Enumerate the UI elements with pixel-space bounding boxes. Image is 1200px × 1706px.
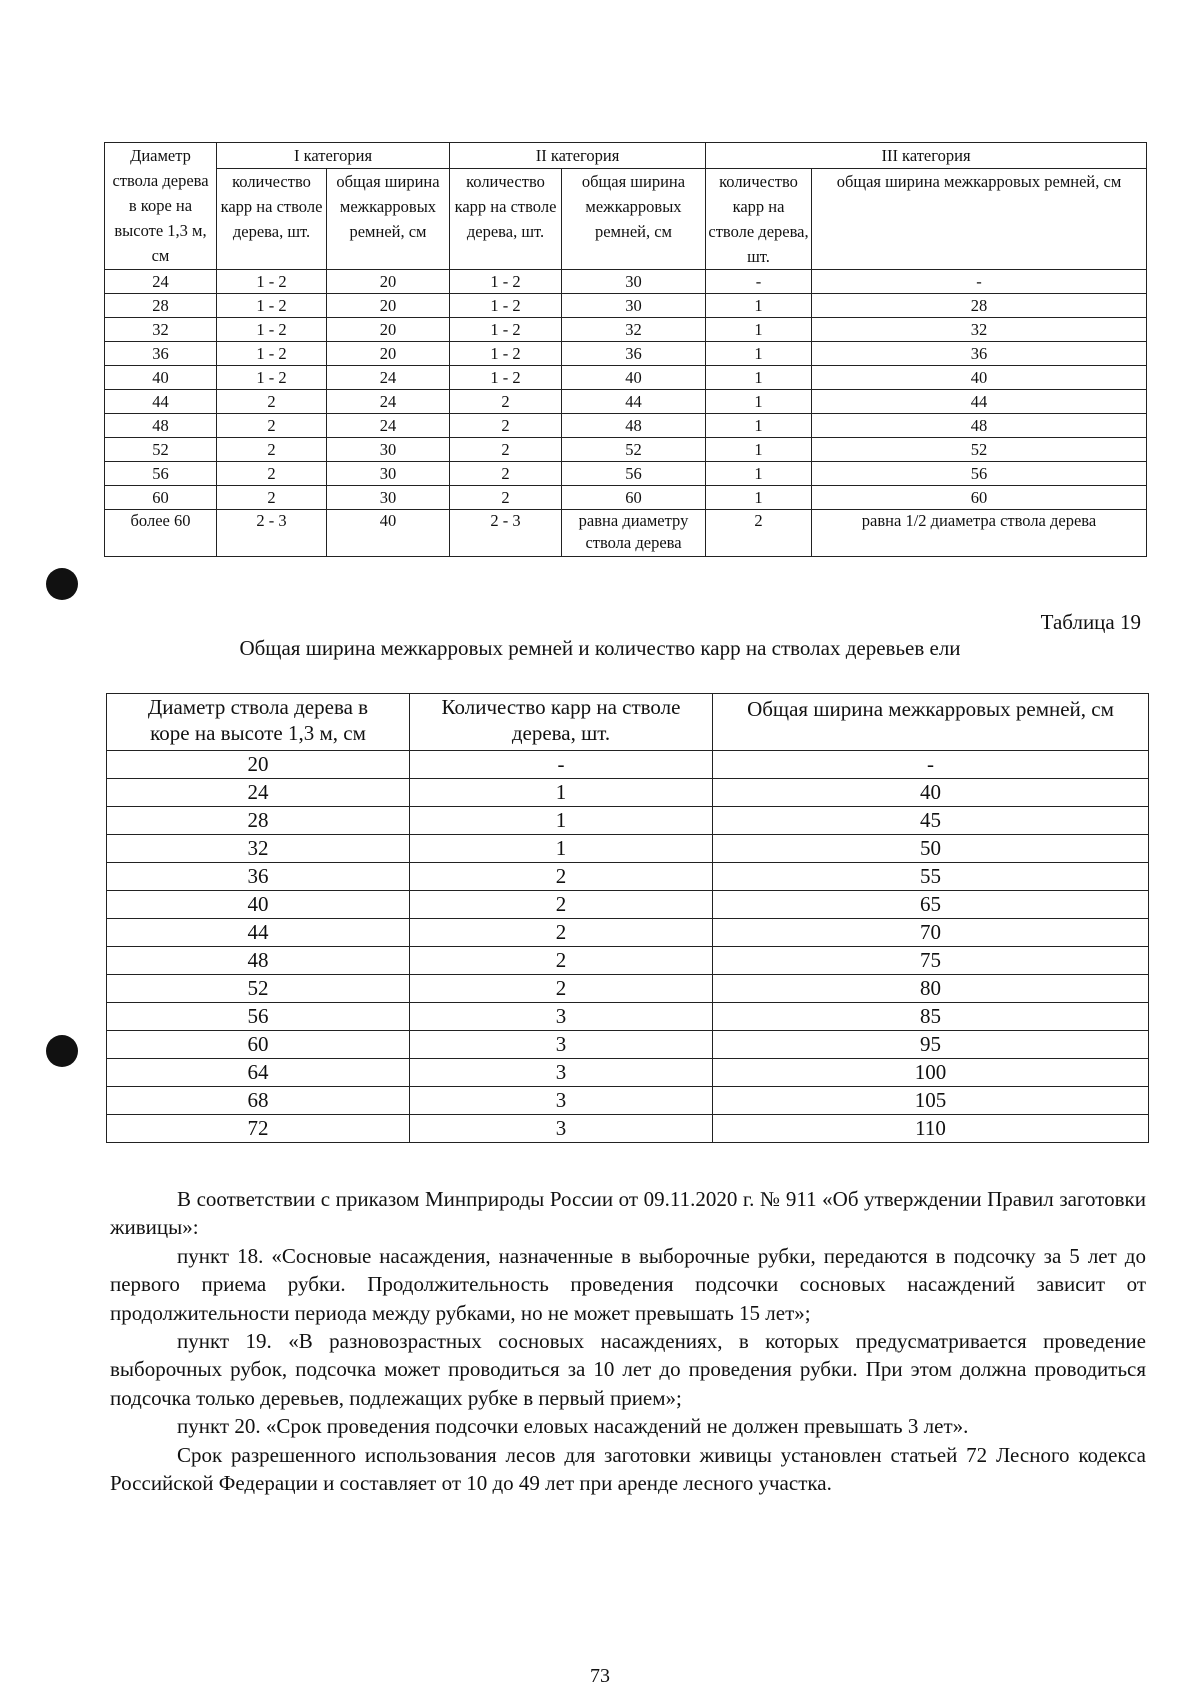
- table-cell: 20: [107, 751, 410, 779]
- table-cell: 1 - 2: [217, 342, 327, 366]
- table-cell: 40: [107, 891, 410, 919]
- sub-header: общая ширина межкарровых ремней, см: [327, 169, 450, 270]
- table-cell: 64: [107, 1059, 410, 1087]
- table-cell: 2: [450, 486, 562, 510]
- table-cell: 52: [562, 438, 706, 462]
- table-cell: 2: [450, 462, 562, 486]
- table-cell: 75: [713, 947, 1149, 975]
- table-cell: 40: [105, 366, 217, 390]
- table-cell: 100: [713, 1059, 1149, 1087]
- table-cell: 28: [107, 807, 410, 835]
- table-cell: 1: [706, 438, 812, 462]
- table-cell: 20: [327, 342, 450, 366]
- table-cell: 2 - 3: [450, 510, 562, 557]
- category-3-header: III категория: [706, 143, 1147, 169]
- table-cell: 36: [562, 342, 706, 366]
- table-cell: 1: [706, 342, 812, 366]
- table-row: [107, 1031, 1149, 1059]
- sub-header: количество карр на стволе дерева, шт.: [217, 169, 327, 270]
- table-cell: 30: [562, 270, 706, 294]
- table-cell: 1 - 2: [450, 270, 562, 294]
- table-row: [105, 390, 1147, 414]
- table-cell: 20: [327, 318, 450, 342]
- table-cell: 30: [562, 294, 706, 318]
- table-cell: 30: [327, 486, 450, 510]
- table-cell: 40: [713, 779, 1149, 807]
- table-row: [107, 891, 1149, 919]
- table-cell: 95: [713, 1031, 1149, 1059]
- table-row: [105, 462, 1147, 486]
- table-cell: 52: [105, 438, 217, 462]
- paragraph: Срок разрешенного использования лесов для заготовки живицы установлен статьей 72 Лесного кодекса Российской Федерации и составляет от 10 до 49 лет при аренде лесного участка.: [110, 1442, 1146, 1496]
- table-row: [105, 438, 1147, 462]
- table-row: [107, 947, 1149, 975]
- table-cell: 2: [217, 390, 327, 414]
- table-row: [105, 270, 1147, 294]
- table-cell: 1 - 2: [217, 318, 327, 342]
- table-cell: 44: [105, 390, 217, 414]
- table-cell: 1: [706, 366, 812, 390]
- table-cell: 1 - 2: [217, 366, 327, 390]
- table-cell: равна диаметру ствола дерева: [562, 510, 706, 557]
- table-cell: 2: [450, 414, 562, 438]
- table-cell: 56: [812, 462, 1147, 486]
- table-cell: -: [706, 270, 812, 294]
- table-cell: 55: [713, 863, 1149, 891]
- table-cell: 56: [107, 1003, 410, 1031]
- paragraph: пункт 20. «Срок проведения подсочки еловых насаждений не должен превышать 3 лет».: [177, 1414, 969, 1439]
- table-cell: 24: [327, 390, 450, 414]
- category-2-header: II категория: [450, 143, 706, 169]
- table-row: [107, 779, 1149, 807]
- table-cell: 1: [706, 486, 812, 510]
- table-row: [105, 342, 1147, 366]
- table-cell: 1: [706, 390, 812, 414]
- table-cell: 2: [410, 975, 713, 1003]
- table-cell: 2: [217, 438, 327, 462]
- table-row: [105, 414, 1147, 438]
- table-cell: -: [410, 751, 713, 779]
- table-cell: 1: [410, 807, 713, 835]
- table-cell: 85: [713, 1003, 1149, 1031]
- table-cell: 56: [105, 462, 217, 486]
- table-cell: 52: [812, 438, 1147, 462]
- table-cell: 2: [450, 438, 562, 462]
- binder-hole-top: [46, 568, 78, 600]
- table-cell: 1: [706, 294, 812, 318]
- table-cell: 48: [812, 414, 1147, 438]
- table-cell: 60: [105, 486, 217, 510]
- spruce-resin-table: [106, 693, 1149, 1143]
- table-cell: 40: [562, 366, 706, 390]
- table-cell: 2: [410, 891, 713, 919]
- table-cell: 44: [107, 919, 410, 947]
- table-cell: 60: [812, 486, 1147, 510]
- table-cell: 30: [327, 462, 450, 486]
- table-cell: -: [713, 751, 1149, 779]
- table-cell: 2: [410, 919, 713, 947]
- table-row: [105, 318, 1147, 342]
- table-cell: 1: [706, 414, 812, 438]
- table-cell: 30: [327, 438, 450, 462]
- table-cell: 3: [410, 1059, 713, 1087]
- sub-header: количество карр на стволе дерева, шт.: [706, 169, 812, 270]
- pine-resin-table: [104, 142, 1147, 557]
- table-row: [105, 510, 1147, 557]
- table-cell: 24: [107, 779, 410, 807]
- table-cell: 1 - 2: [217, 270, 327, 294]
- table-cell: 32: [562, 318, 706, 342]
- table-cell: 48: [562, 414, 706, 438]
- table-cell: 60: [562, 486, 706, 510]
- binder-hole-bottom: [46, 1035, 78, 1067]
- table-cell: 2: [410, 947, 713, 975]
- table-cell: 36: [107, 863, 410, 891]
- diameter-header: Диаметр ствола дерева в коре на высоте 1,3 м, см: [105, 143, 217, 270]
- table-cell: 1 - 2: [217, 294, 327, 318]
- table-cell: 1 - 2: [450, 318, 562, 342]
- count-header: Количество карр на стволе дерева, шт.: [410, 694, 713, 751]
- table-cell: 110: [713, 1115, 1149, 1143]
- table-cell: 50: [713, 835, 1149, 863]
- table-cell: 36: [812, 342, 1147, 366]
- table-cell: 2 - 3: [217, 510, 327, 557]
- table-cell: 3: [410, 1003, 713, 1031]
- table-cell: 72: [107, 1115, 410, 1143]
- table-cell: 70: [713, 919, 1149, 947]
- table-row: [107, 1003, 1149, 1031]
- table-cell: равна 1/2 диаметра ствола дерева: [812, 510, 1147, 557]
- table-cell: 24: [327, 414, 450, 438]
- table-cell: 68: [107, 1087, 410, 1115]
- table-row: [107, 1115, 1149, 1143]
- table-cell: 28: [812, 294, 1147, 318]
- table-cell: 3: [410, 1115, 713, 1143]
- table-title: Общая ширина межкарровых ремней и количество карр на стволах деревьев ели: [239, 636, 961, 660]
- paragraph: пункт 18. «Сосновые насаждения, назначенные в выборочные рубки, передаются в подсочку за 5 лет до первого приема рубки. Продолжительность проведения подсочки сосновых насаждений зависит от продолжительности периода между рубками, но не может превышать 15 лет»;: [110, 1243, 1146, 1325]
- table-cell: 1: [706, 318, 812, 342]
- table-cell: 44: [812, 390, 1147, 414]
- table-row: [107, 751, 1149, 779]
- sub-header: количество карр на стволе дерева, шт.: [450, 169, 562, 270]
- table-cell: 1 - 2: [450, 294, 562, 318]
- table-row: [105, 294, 1147, 318]
- table-row: [107, 975, 1149, 1003]
- table-cell: 105: [713, 1087, 1149, 1115]
- table-cell: 1: [706, 462, 812, 486]
- table-cell: -: [812, 270, 1147, 294]
- body-text: [110, 1185, 1146, 1497]
- table-cell: 60: [107, 1031, 410, 1059]
- paragraph: В соответствии с приказом Минприроды России от 09.11.2020 г. № 911 «Об утверждении Правил заготовки живицы»:: [110, 1187, 1146, 1240]
- table-cell: 40: [812, 366, 1147, 390]
- table-cell: 20: [327, 270, 450, 294]
- diameter-header: Диаметр ствола дерева в коре на высоте 1,3 м, см: [107, 694, 410, 751]
- paragraph: пункт 19. «В разновозрастных сосновых насаждениях, в которых предусматривается проведение выборочных рубок, подсочка может проводиться за 10 лет до проведения рубки. При этом должна проводиться подсочка только деревьев, подлежащих рубке в первый прием»;: [110, 1329, 1146, 1410]
- table-cell: 45: [713, 807, 1149, 835]
- table-cell: 3: [410, 1087, 713, 1115]
- table-row: [107, 835, 1149, 863]
- table-cell: 24: [327, 366, 450, 390]
- table-cell: 2: [217, 462, 327, 486]
- table-cell: 48: [105, 414, 217, 438]
- sub-header: общая ширина межкарровых ремней, см: [812, 169, 1147, 270]
- table-cell: 1 - 2: [450, 366, 562, 390]
- table-cell: 44: [562, 390, 706, 414]
- table-cell: 32: [107, 835, 410, 863]
- table-cell: 40: [327, 510, 450, 557]
- table-cell: 65: [713, 891, 1149, 919]
- table-cell: 80: [713, 975, 1149, 1003]
- table-cell: 56: [562, 462, 706, 486]
- table-cell: 28: [105, 294, 217, 318]
- table-cell: 2: [217, 486, 327, 510]
- table-cell: 1: [410, 779, 713, 807]
- table-row: [107, 1059, 1149, 1087]
- table-cell: 2: [706, 510, 812, 557]
- category-1-header: I категория: [217, 143, 450, 169]
- table-row: [105, 486, 1147, 510]
- table-cell: 1 - 2: [450, 342, 562, 366]
- table-cell: 20: [327, 294, 450, 318]
- table-cell: 36: [105, 342, 217, 366]
- table-cell: 32: [105, 318, 217, 342]
- table-cell: 2: [410, 863, 713, 891]
- table-cell: 2: [217, 414, 327, 438]
- table-cell: 32: [812, 318, 1147, 342]
- table-row: [105, 366, 1147, 390]
- width-header: Общая ширина межкарровых ремней, см: [713, 694, 1149, 751]
- table-cell: 52: [107, 975, 410, 1003]
- table-row: [107, 919, 1149, 947]
- page-number: 73: [590, 1665, 610, 1687]
- table-cell: 3: [410, 1031, 713, 1059]
- table-row: [107, 1087, 1149, 1115]
- table-cell: 24: [105, 270, 217, 294]
- table-row: [107, 863, 1149, 891]
- table-cell: 1: [410, 835, 713, 863]
- table-label: Таблица 19: [1040, 610, 1141, 634]
- sub-header: общая ширина межкарровых ремней, см: [562, 169, 706, 270]
- table-row: [107, 807, 1149, 835]
- table-cell: 2: [450, 390, 562, 414]
- table-cell: более 60: [105, 510, 217, 557]
- table-cell: 48: [107, 947, 410, 975]
